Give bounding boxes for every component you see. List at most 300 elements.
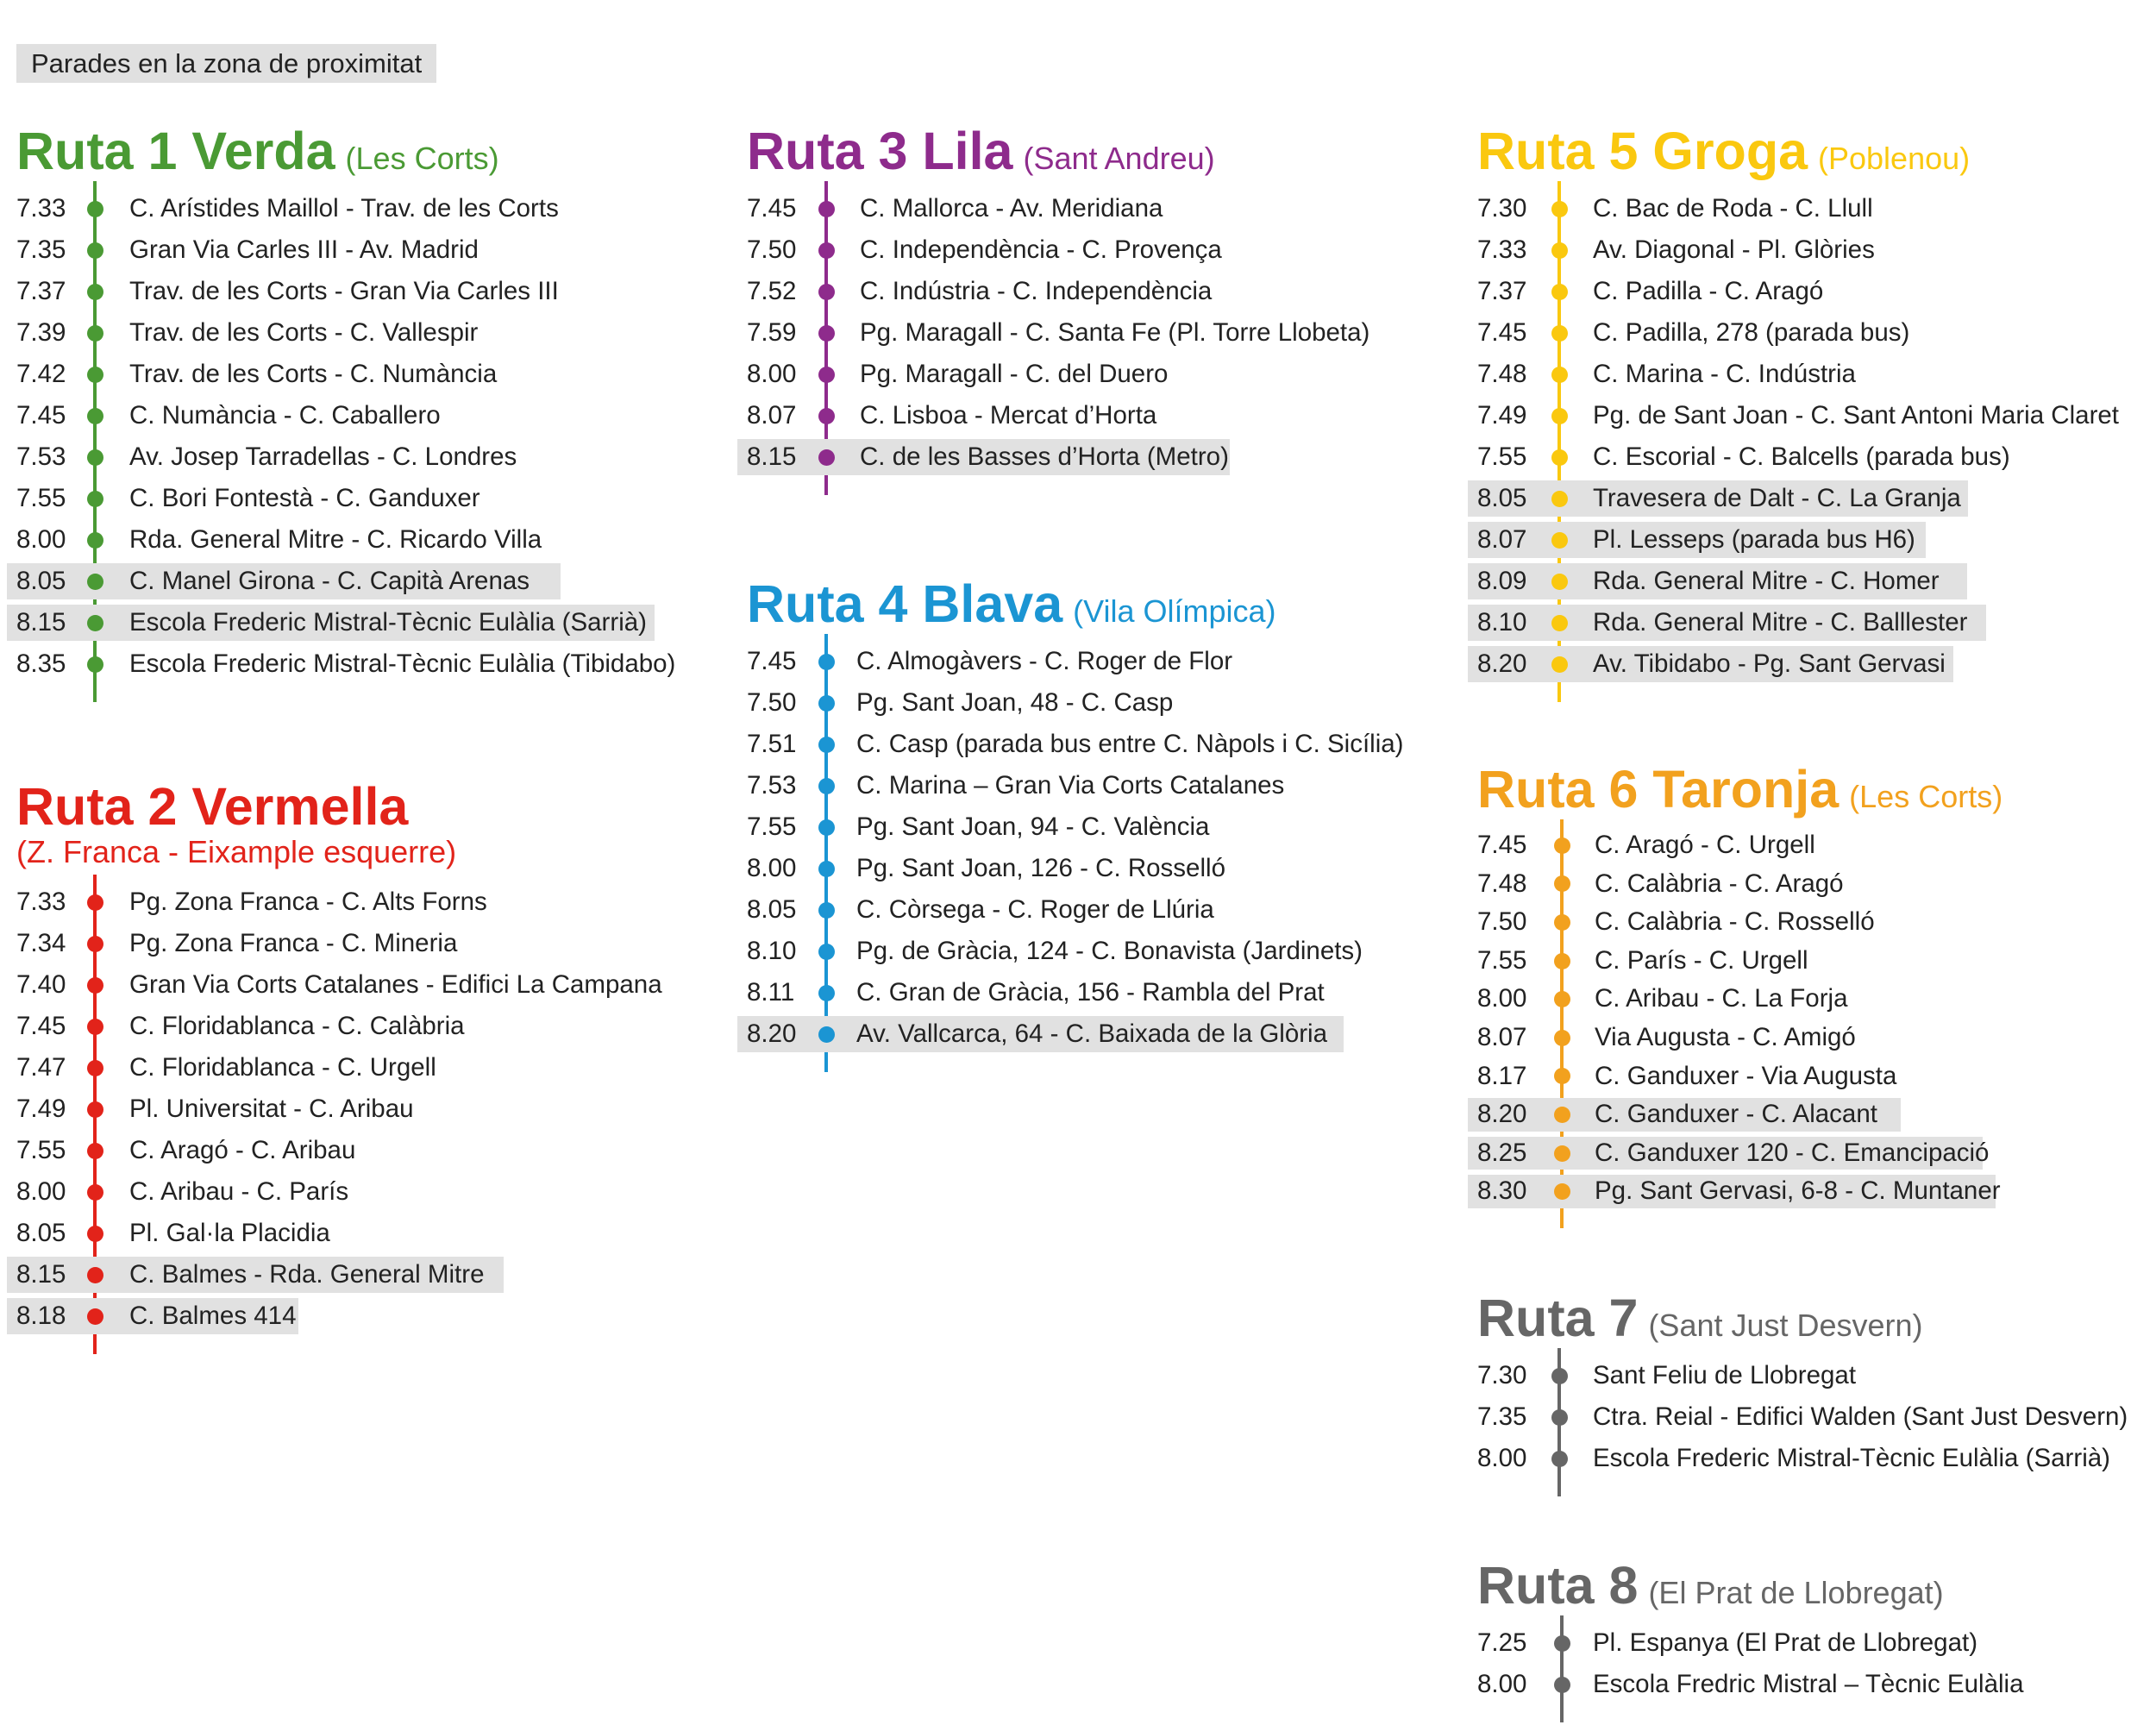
stop-row <box>16 1171 456 1213</box>
stop-time: 7.55 <box>1477 945 1527 975</box>
stop-dot <box>1551 574 1568 590</box>
stop-time: 7.55 <box>16 1136 66 1164</box>
stop-row <box>16 1088 456 1130</box>
stop-time: 7.50 <box>1477 907 1527 937</box>
stop-dot <box>818 861 835 877</box>
stop-time: 8.10 <box>747 937 797 965</box>
stop-row <box>1477 865 2002 904</box>
stop-dot <box>87 1019 103 1035</box>
stop-time: 7.33 <box>1477 235 1527 264</box>
stop-dot <box>818 284 835 300</box>
stop-row <box>747 848 1276 889</box>
stop-dot <box>818 985 835 1001</box>
stop-row <box>1477 1095 2002 1134</box>
stop-place: Pl. Universitat - C. Aribau <box>129 1095 414 1123</box>
stop-place: Travesera de Dalt - C. La Granja <box>1593 484 1961 512</box>
stop-time: 8.35 <box>16 649 66 678</box>
stop-dot <box>818 201 835 217</box>
stop-dot <box>1551 656 1568 673</box>
stop-time: 8.15 <box>747 442 797 471</box>
stop-dot <box>1554 1030 1570 1046</box>
stop-place: Gran Via Corts Catalanes - Edifici La Campana <box>129 970 662 999</box>
stop-dot <box>1554 914 1570 931</box>
stop-row <box>747 229 1222 271</box>
stop-row <box>16 1213 456 1254</box>
stop-row <box>16 354 499 395</box>
route-area: (Z. Franca - Eixample esquerre) <box>16 834 457 869</box>
stop-row <box>1477 1396 2128 1438</box>
stop-row <box>1477 436 2010 478</box>
stop-dot <box>87 1184 103 1201</box>
stop-place: Pl. Gal·la Placidia <box>129 1219 330 1247</box>
stop-dot <box>1551 449 1568 466</box>
stop-row <box>16 436 517 478</box>
stop-dot <box>87 894 103 911</box>
route-title <box>747 574 1276 633</box>
stop-time: 7.42 <box>16 360 66 388</box>
stop-dot <box>1551 242 1568 259</box>
stop-place: Escola Frederic Mistral-Tècnic Eulàlia (Sarrià) <box>129 608 647 637</box>
stop-time: 8.00 <box>747 360 797 388</box>
stop-place: Pg. Maragall - C. del Duero <box>860 360 1169 388</box>
stop-place: Pl. Lesseps (parada bus H6) <box>1593 525 1915 554</box>
stop-dot <box>1551 325 1568 342</box>
stop-row <box>16 881 487 923</box>
stop-place: C. Aragó - C. Urgell <box>1595 831 1815 859</box>
stop-place: C. Lisboa - Mercat d’Horta <box>860 401 1157 430</box>
stop-dot <box>1551 615 1568 631</box>
stop-time: 7.30 <box>1477 194 1527 223</box>
route-name: Ruta 3 Lila <box>747 122 1013 180</box>
stop-row <box>1477 478 1970 519</box>
stop-dot <box>1554 1107 1570 1123</box>
route-title <box>1477 1289 1923 1347</box>
stop-place: C. Padilla - C. Aragó <box>1593 277 1824 305</box>
stop-place: Trav. de les Corts - C. Vallespir <box>129 318 479 347</box>
stop-dot <box>1551 201 1568 217</box>
stop-place: C. Calàbria - C. Rosselló <box>1595 907 1875 937</box>
stop-list <box>16 188 676 685</box>
stop-time: 7.45 <box>747 194 797 223</box>
stop-time: 8.20 <box>1477 649 1527 678</box>
stop-dot <box>87 242 103 259</box>
stop-time: 8.30 <box>1477 1176 1527 1206</box>
stop-dot <box>818 449 835 466</box>
stop-place: Pg. Maragall - C. Santa Fe (Pl. Torre Llobeta) <box>860 318 1370 347</box>
stop-row <box>747 972 1325 1013</box>
stop-place: Av. Diagonal - Pl. Glòries <box>1593 235 1875 264</box>
stop-dot <box>87 1308 103 1325</box>
stop-row <box>16 1295 456 1337</box>
stop-place: C. de les Basses d’Horta (Metro) <box>860 442 1229 471</box>
stop-row <box>747 889 1276 931</box>
stop-list <box>1477 1622 2024 1705</box>
stop-place: Pg. Sant Joan, 126 - C. Rosselló <box>856 854 1225 882</box>
stop-time: 8.00 <box>747 854 797 882</box>
stop-dot <box>1551 532 1568 549</box>
route-area: (El Prat de Llobregat) <box>1648 1575 1944 1610</box>
stop-row <box>747 436 1229 478</box>
stop-place: C. Aribau - C. La Forja <box>1595 984 1848 1013</box>
stop-row <box>1477 1438 2110 1479</box>
stop-place: Trav. de les Corts - C. Numància <box>129 360 498 388</box>
stop-place: Pg. de Sant Joan - C. Sant Antoni Maria Claret <box>1593 401 2119 430</box>
stop-time: 7.52 <box>747 277 797 305</box>
stop-time: 7.48 <box>1477 869 1527 898</box>
stop-place: C. Aragó - C. Aribau <box>129 1136 356 1164</box>
stop-row <box>747 1013 1328 1055</box>
stop-place: C. Arístides Maillol - Trav. de les Corts <box>129 194 559 223</box>
stop-row <box>1477 271 1970 312</box>
stop-dot <box>87 936 103 952</box>
stop-dot <box>818 242 835 259</box>
stop-place: Ctra. Reial - Edifici Walden (Sant Just Desvern) <box>1593 1402 2128 1431</box>
stop-dot <box>818 408 835 424</box>
stop-time: 7.34 <box>16 929 66 957</box>
stop-place: C. Còrsega - C. Roger de Llúria <box>856 895 1214 924</box>
stop-row <box>16 395 499 436</box>
route-ruta-5-groga <box>1477 122 2119 685</box>
stop-place: Escola Frederic Mistral-Tècnic Eulàlia (Tibidabo) <box>129 649 676 678</box>
stop-place: Rda. General Mitre - C. Ricardo Villa <box>129 525 542 554</box>
route-name: Ruta 8 <box>1477 1556 1639 1615</box>
stop-place: Pg. Sant Gervasi, 6-8 - C. Muntaner <box>1595 1176 2001 1206</box>
stop-place: Escola Frederic Mistral-Tècnic Eulàlia (Sarrià) <box>1593 1444 2110 1472</box>
route-title <box>16 122 499 180</box>
stop-time: 7.45 <box>1477 318 1527 347</box>
stop-row <box>1477 229 1970 271</box>
stop-dot <box>87 1226 103 1242</box>
stop-place: C. Bori Fontestà - C. Ganduxer <box>129 484 480 512</box>
stop-time: 7.37 <box>16 277 66 305</box>
stop-row <box>16 561 530 602</box>
stop-place: C. Balmes 414 <box>129 1302 297 1330</box>
stop-dot <box>1554 875 1570 892</box>
stop-row <box>747 271 1215 312</box>
stop-time: 7.45 <box>747 647 797 675</box>
stop-place: C. Gran de Gràcia, 156 - Rambla del Prat <box>856 978 1325 1007</box>
stop-dot <box>87 615 103 631</box>
stop-row <box>747 354 1215 395</box>
route-title <box>1477 1556 1944 1615</box>
stop-time: 7.30 <box>1477 1361 1527 1389</box>
stop-dot <box>818 819 835 836</box>
stop-dot <box>1551 1451 1568 1467</box>
stop-row <box>747 395 1215 436</box>
stop-row <box>747 312 1370 354</box>
route-area: (Les Corts) <box>1849 779 2003 814</box>
stop-dot <box>818 902 835 919</box>
stop-dot <box>1554 1635 1570 1652</box>
stop-row <box>1477 1134 2002 1173</box>
stop-dot <box>87 491 103 507</box>
route-area: (Sant Just Desvern) <box>1648 1308 1923 1343</box>
stop-row <box>16 964 662 1006</box>
stop-time: 8.07 <box>1477 1022 1527 1051</box>
stop-place: C. Numància - C. Caballero <box>129 401 441 430</box>
stop-dot <box>818 695 835 712</box>
stop-place: Via Augusta - C. Amigó <box>1595 1022 1856 1051</box>
stop-row <box>1477 519 1970 561</box>
stop-time: 7.50 <box>747 235 797 264</box>
stop-place: C. Manel Girona - C. Capità Arenas <box>129 567 530 595</box>
stop-row <box>747 641 1276 682</box>
stop-dot <box>87 1101 103 1118</box>
stop-place: C. Ganduxer - Via Augusta <box>1595 1061 1897 1090</box>
stop-place: C. Casp (parada bus entre C. Nàpols i C. Sicília) <box>856 730 1404 758</box>
stop-dot <box>1554 991 1570 1007</box>
stop-row <box>16 1047 456 1088</box>
stop-place: Rda. General Mitre - C. Balllester <box>1593 608 1968 637</box>
stop-place: C. París - C. Urgell <box>1595 945 1808 975</box>
stop-time: 7.40 <box>16 970 66 999</box>
route-title <box>1477 760 2003 819</box>
stop-dot <box>1551 408 1568 424</box>
stop-time: 7.53 <box>747 771 797 800</box>
stop-place: C. Padilla, 278 (parada bus) <box>1593 318 1910 347</box>
stop-row <box>747 765 1285 806</box>
stop-place: C. Ganduxer - C. Alacant <box>1595 1100 1877 1129</box>
stop-place: C. Floridablanca - C. Calàbria <box>129 1012 465 1040</box>
stop-dot <box>87 284 103 300</box>
stop-time: 8.00 <box>1477 1670 1527 1698</box>
stop-dot <box>87 367 103 383</box>
stop-row <box>16 229 499 271</box>
route-name: Ruta 5 Groga <box>1477 122 1808 180</box>
stop-place: Pg. Zona Franca - C. Mineria <box>129 929 458 957</box>
stop-row <box>1477 312 1970 354</box>
stop-time: 8.17 <box>1477 1061 1527 1090</box>
stop-place: Av. Tibidabo - Pg. Sant Gervasi <box>1593 649 1946 678</box>
stop-dot <box>818 654 835 670</box>
stop-dot <box>87 1267 103 1283</box>
stop-row <box>1477 1622 1978 1664</box>
route-title <box>747 122 1215 180</box>
stop-place: Escola Fredric Mistral – Tècnic Eulàlia <box>1593 1670 2024 1698</box>
stop-row <box>747 188 1215 229</box>
stop-place: Pg. de Gràcia, 124 - C. Bonavista (Jardinets) <box>856 937 1363 965</box>
route-area: (Poblenou) <box>1818 141 1971 176</box>
route-name: Ruta 2 Vermella <box>16 777 409 836</box>
stop-time: 7.50 <box>747 688 797 717</box>
stop-row <box>16 643 676 685</box>
route-name: Ruta 7 <box>1477 1289 1639 1347</box>
stop-time: 8.00 <box>16 1177 66 1206</box>
stop-time: 8.05 <box>1477 484 1527 512</box>
stop-time: 8.25 <box>1477 1138 1527 1167</box>
stop-time: 8.11 <box>747 978 795 1007</box>
stop-row <box>16 923 456 964</box>
stop-time: 7.35 <box>1477 1402 1527 1431</box>
stop-time: 8.07 <box>747 401 797 430</box>
stop-row <box>1477 354 1970 395</box>
stop-list <box>747 188 1370 478</box>
stop-time: 7.45 <box>16 401 66 430</box>
stop-place: C. Balmes - Rda. General Mitre <box>129 1260 485 1289</box>
stop-dot <box>1554 1145 1570 1162</box>
stop-time: 8.18 <box>16 1302 66 1330</box>
stop-place: C. Marina - C. Indústria <box>1593 360 1856 388</box>
stop-time: 8.20 <box>1477 1100 1527 1129</box>
stop-place: Av. Vallcarca, 64 - C. Baixada de la Glòria <box>856 1019 1328 1048</box>
stop-row <box>1477 561 1970 602</box>
route-area: (Les Corts) <box>345 141 499 176</box>
stop-row <box>1477 395 2119 436</box>
stop-place: C. Aribau - C. París <box>129 1177 349 1206</box>
stop-time: 8.07 <box>1477 525 1527 554</box>
stop-dot <box>1554 1068 1570 1084</box>
stop-time: 7.47 <box>16 1053 66 1082</box>
stop-dot <box>818 778 835 794</box>
stop-dot <box>87 656 103 673</box>
stop-time: 7.51 <box>747 730 797 758</box>
stop-time: 8.05 <box>747 895 797 924</box>
stop-row <box>1477 1664 2024 1705</box>
stop-row <box>16 519 542 561</box>
stop-row <box>747 806 1276 848</box>
stop-time: 8.09 <box>1477 567 1527 595</box>
stop-place: Pg. Sant Joan, 48 - C. Casp <box>856 688 1174 717</box>
route-title <box>16 777 456 836</box>
stop-time: 8.15 <box>16 1260 66 1289</box>
stop-row <box>1477 1172 2002 1211</box>
stop-dot <box>818 944 835 960</box>
route-ruta-2-vermella <box>16 777 662 1337</box>
stop-dot <box>1554 1677 1570 1693</box>
stop-row <box>16 1130 456 1171</box>
stop-time: 8.05 <box>16 567 66 595</box>
stop-dot <box>1551 284 1568 300</box>
route-title <box>1477 122 1971 180</box>
stop-row <box>16 271 559 312</box>
stop-row <box>747 724 1404 765</box>
route-ruta-4-blava <box>747 574 1404 1055</box>
stop-time: 7.55 <box>16 484 66 512</box>
stop-dot <box>1551 1409 1568 1426</box>
stop-time: 7.59 <box>747 318 797 347</box>
stop-list <box>16 881 662 1337</box>
stop-place: C. Floridablanca - C. Urgell <box>129 1053 436 1082</box>
stop-time: 7.33 <box>16 194 66 223</box>
stop-row <box>16 1006 465 1047</box>
stop-list <box>1477 188 2119 685</box>
route-name: Ruta 1 Verda <box>16 122 335 180</box>
route-area: (Sant Andreu) <box>1023 141 1215 176</box>
stop-dot <box>87 977 103 994</box>
stop-time: 7.49 <box>1477 401 1527 430</box>
legend-label: Parades en la zona de proximitat <box>16 44 436 83</box>
stop-row <box>1477 1355 1923 1396</box>
stop-row <box>1477 188 1970 229</box>
stop-time: 8.00 <box>1477 1444 1527 1472</box>
stop-place: C. Independència - C. Provença <box>860 235 1222 264</box>
stop-place: Av. Josep Tarradellas - C. Londres <box>129 442 517 471</box>
stop-dot <box>1554 1183 1570 1200</box>
stop-row <box>1477 602 1970 643</box>
stop-time: 8.05 <box>16 1219 66 1247</box>
stop-dot <box>87 574 103 590</box>
stop-dot <box>87 201 103 217</box>
stop-time: 8.15 <box>16 608 66 637</box>
stop-dot <box>87 449 103 466</box>
stop-dot <box>1554 953 1570 969</box>
stop-place: C. Ganduxer 120 - C. Emancipació <box>1595 1138 1990 1167</box>
stop-place: C. Escorial - C. Balcells (parada bus) <box>1593 442 2010 471</box>
stop-time: 7.49 <box>16 1095 66 1123</box>
stop-dot <box>1554 837 1570 854</box>
stop-row <box>1477 826 2002 865</box>
stop-place: Rda. General Mitre - C. Homer <box>1593 567 1940 595</box>
route-name: Ruta 6 Taronja <box>1477 760 1839 819</box>
stop-place: C. Almogàvers - C. Roger de Flor <box>856 647 1233 675</box>
stop-time: 8.00 <box>1477 984 1527 1013</box>
stop-list <box>747 641 1404 1055</box>
route-ruta-6-taronja <box>1477 760 2003 1211</box>
stop-dot <box>87 532 103 549</box>
stop-place: Pg. Zona Franca - C. Alts Forns <box>129 888 487 916</box>
stop-place: C. Calàbria - C. Aragó <box>1595 869 1844 898</box>
stop-place: Pg. Sant Joan, 94 - C. València <box>856 812 1210 841</box>
stop-row <box>1477 942 2002 981</box>
stop-list <box>1477 1355 2128 1479</box>
route-area: (Vila Olímpica) <box>1073 593 1276 629</box>
route-ruta-7 <box>1477 1289 2128 1479</box>
stop-row <box>16 602 647 643</box>
stop-row <box>747 931 1363 972</box>
stop-row <box>16 1254 485 1295</box>
stop-time: 7.25 <box>1477 1628 1527 1657</box>
stop-dot <box>1551 491 1568 507</box>
route-ruta-1-verda <box>16 122 676 685</box>
stop-place: C. Indústria - C. Independència <box>860 277 1213 305</box>
stop-row <box>1477 643 1970 685</box>
stop-time: 7.39 <box>16 318 66 347</box>
stop-row <box>1477 1057 2002 1096</box>
stop-row <box>1477 1019 2002 1057</box>
stop-time: 7.48 <box>1477 360 1527 388</box>
stop-dot <box>87 1143 103 1159</box>
stop-time: 7.53 <box>16 442 66 471</box>
stop-place: Trav. de les Corts - Gran Via Carles III <box>129 277 559 305</box>
stop-place: Gran Via Carles III - Av. Madrid <box>129 235 479 264</box>
stop-list <box>1477 826 2002 1211</box>
stop-time: 7.33 <box>16 888 66 916</box>
stop-row <box>747 682 1276 724</box>
stop-time: 7.45 <box>1477 831 1527 859</box>
stop-time: 8.00 <box>16 525 66 554</box>
stop-time: 7.45 <box>16 1012 66 1040</box>
stop-time: 8.20 <box>747 1019 797 1048</box>
stop-place: C. Marina – Gran Via Corts Catalanes <box>856 771 1285 800</box>
stop-dot <box>87 408 103 424</box>
stop-dot <box>87 1060 103 1076</box>
stop-time: 7.37 <box>1477 277 1527 305</box>
stop-row <box>16 478 499 519</box>
stop-row <box>1477 903 2002 942</box>
stop-place: Pl. Espanya (El Prat de Llobregat) <box>1593 1628 1978 1657</box>
stop-row <box>16 188 559 229</box>
stop-row <box>1477 980 2002 1019</box>
stop-dot <box>818 325 835 342</box>
stop-dot <box>1551 367 1568 383</box>
stop-row <box>16 312 499 354</box>
stop-time: 7.55 <box>747 812 797 841</box>
stop-dot <box>818 367 835 383</box>
stop-place: C. Bac de Roda - C. Llull <box>1593 194 1873 223</box>
stop-dot <box>87 325 103 342</box>
route-ruta-3-lila <box>747 122 1370 478</box>
stop-time: 7.35 <box>16 235 66 264</box>
